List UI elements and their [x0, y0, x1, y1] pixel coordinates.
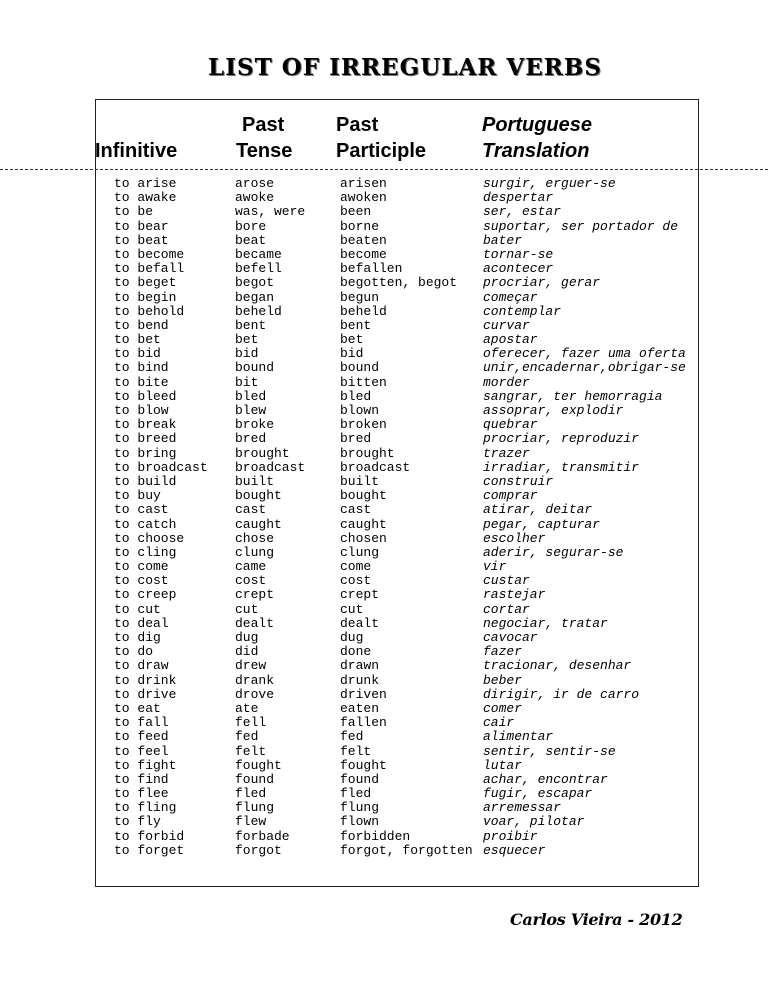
translation-cell: cavocar [483, 630, 538, 645]
past-participle-cell: come [340, 559, 372, 575]
infinitive-cell: to broadcast [114, 459, 208, 475]
signature: Carlos Vieira - 2012 [510, 910, 683, 929]
past-participle-cell: begun [340, 289, 380, 305]
past-tense-cell: fell [235, 715, 267, 731]
translation-cell: beber [483, 672, 523, 688]
infinitive-cell: to cut [114, 601, 161, 617]
translation-cell: arremessar [483, 800, 562, 816]
translation-cell: custar [483, 573, 530, 589]
table-row [0, 560, 768, 574]
translation-cell: proibir [483, 828, 538, 844]
past-tense-cell: beat [235, 232, 267, 248]
infinitive-cell: to fall [114, 715, 169, 731]
past-tense-cell: flung [235, 800, 275, 816]
header-divider [0, 169, 768, 170]
infinitive-cell: to deal [114, 615, 169, 631]
table-row [0, 588, 768, 602]
past-participle-cell: done [340, 644, 372, 660]
past-participle-cell: fled [340, 786, 372, 802]
table-row [0, 645, 768, 659]
infinitive-cell: to come [114, 559, 169, 575]
infinitive-cell: to choose [114, 530, 185, 546]
table-row [0, 716, 768, 730]
past-participle-cell: forgot, forgotten [340, 842, 473, 858]
infinitive-cell: to bleed [114, 388, 177, 404]
infinitive-cell: to fling [114, 800, 177, 816]
translation-cell: morder [483, 374, 530, 390]
translation-cell: ser, estar [483, 204, 562, 220]
translation-cell: cair [483, 715, 515, 731]
past-participle-cell: forbidden [340, 828, 411, 844]
past-participle-cell: brought [340, 445, 395, 461]
translation-cell: esquecer [483, 842, 546, 858]
translation-cell: dirigir, ir de carro [483, 686, 640, 702]
past-participle-cell: cast [340, 502, 372, 518]
table-row [0, 191, 768, 205]
past-participle-cell: bought [340, 488, 387, 504]
translation-cell: negociar, tratar [483, 615, 608, 631]
table-row [0, 730, 768, 744]
infinitive-cell: to creep [114, 587, 177, 603]
table-row [0, 489, 768, 503]
past-tense-cell: did [235, 644, 259, 660]
past-tense-cell: bled [235, 388, 267, 404]
translation-cell: trazer [483, 445, 530, 461]
past-tense-cell: broke [235, 417, 275, 433]
table-row [0, 759, 768, 773]
past-tense-cell: caught [235, 516, 282, 532]
past-participle-cell: dug [340, 630, 364, 645]
table-row [0, 276, 768, 290]
infinitive-cell: to break [114, 417, 177, 433]
past-tense-cell: beheld [235, 303, 282, 319]
translation-cell: assoprar, explodir [483, 403, 624, 418]
translation-cell: voar, pilotar [483, 814, 585, 830]
table-row [0, 574, 768, 588]
infinitive-cell: to find [114, 771, 169, 787]
table-row [0, 432, 768, 446]
infinitive-cell: to do [114, 644, 154, 660]
table-row [0, 688, 768, 702]
past-participle-cell: been [340, 204, 372, 220]
past-participle-cell: bled [340, 388, 372, 404]
table-row [0, 787, 768, 801]
table-row [0, 659, 768, 673]
past-tense-cell: found [235, 771, 275, 787]
translation-cell: cortar [483, 601, 530, 617]
header-past-participle-line2: Participle [336, 140, 427, 162]
infinitive-cell: to fight [114, 757, 177, 773]
page-title: LIST OF IRREGULAR VERBS [208, 54, 602, 81]
past-participle-cell: become [340, 246, 387, 262]
infinitive-cell: to fly [114, 814, 161, 830]
past-tense-cell: bore [235, 218, 267, 234]
table-row [0, 830, 768, 844]
past-tense-cell: awoke [235, 190, 275, 206]
translation-cell: sentir, sentir-se [483, 743, 616, 759]
table-row [0, 815, 768, 829]
infinitive-cell: to bind [114, 360, 169, 376]
past-tense-cell: ate [235, 700, 259, 716]
translation-cell: alimentar [483, 729, 554, 745]
past-participle-cell: flung [340, 800, 380, 816]
table-row [0, 205, 768, 219]
past-tense-cell: cut [235, 601, 259, 617]
past-tense-cell: fought [235, 757, 282, 773]
past-participle-cell: bound [340, 360, 380, 376]
translation-cell: vir [483, 559, 507, 575]
infinitive-cell: to blow [114, 403, 169, 418]
translation-cell: contemplar [483, 303, 562, 319]
table-row [0, 518, 768, 532]
table-row [0, 347, 768, 361]
table-row [0, 617, 768, 631]
table-row [0, 291, 768, 305]
infinitive-cell: to behold [114, 303, 185, 319]
translation-cell: começar [483, 289, 538, 305]
translation-cell: atirar, deitar [483, 502, 593, 518]
header-translation-line2: Translation [482, 140, 590, 162]
past-tense-cell: brought [235, 445, 290, 461]
translation-cell: fugir, escapar [483, 786, 593, 802]
table-row [0, 844, 768, 858]
past-tense-cell: blew [235, 403, 267, 418]
past-participle-cell: chosen [340, 530, 387, 546]
past-participle-cell: felt [340, 743, 372, 759]
past-participle-cell: befallen [340, 261, 403, 277]
past-tense-cell: became [235, 246, 282, 262]
table-row [0, 361, 768, 375]
past-participle-cell: found [340, 771, 380, 787]
table-row [0, 461, 768, 475]
header-translation [482, 112, 592, 164]
table-row [0, 631, 768, 645]
table-row [0, 390, 768, 404]
infinitive-cell: to arise [114, 176, 177, 191]
past-participle-cell: drunk [340, 672, 380, 688]
translation-cell: fazer [483, 644, 523, 660]
translation-cell: suportar, ser portador de [483, 218, 679, 234]
past-tense-cell: came [235, 559, 267, 575]
header-past-participle [336, 112, 426, 164]
past-tense-cell: broadcast [235, 459, 306, 475]
table-row [0, 220, 768, 234]
header-infinitive [95, 112, 177, 164]
past-participle-cell: broken [340, 417, 387, 433]
translation-cell: irradiar, transmitir [483, 459, 640, 475]
translation-cell: unir,encadernar,obrigar-se [483, 360, 686, 376]
infinitive-cell: to bring [114, 445, 177, 461]
infinitive-cell: to forbid [114, 828, 185, 844]
translation-cell: apostar [483, 332, 538, 348]
past-participle-cell: dealt [340, 615, 380, 631]
past-participle-cell: cut [340, 601, 364, 617]
past-tense-cell: crept [235, 587, 275, 603]
table-row [0, 262, 768, 276]
past-participle-cell: crept [340, 587, 380, 603]
translation-cell: surgir, erguer-se [483, 176, 616, 191]
infinitive-cell: to beat [114, 232, 169, 248]
translation-cell: procriar, gerar [483, 275, 601, 291]
past-participle-cell: fought [340, 757, 387, 773]
past-participle-cell: broadcast [340, 459, 411, 475]
past-tense-cell: bit [235, 374, 259, 390]
past-participle-cell: driven [340, 686, 387, 702]
header-past-participle-line1: Past [336, 114, 379, 136]
past-tense-cell: begot [235, 275, 275, 291]
infinitive-cell: to breed [114, 431, 177, 447]
translation-cell: despertar [483, 190, 554, 206]
table-row [0, 234, 768, 248]
past-participle-cell: fallen [340, 715, 387, 731]
translation-cell: oferecer, fazer uma oferta [483, 346, 686, 362]
translation-cell: curvar [483, 317, 530, 333]
past-tense-cell: fled [235, 786, 267, 802]
table-row [0, 603, 768, 617]
past-tense-cell: built [235, 473, 275, 489]
table-row [0, 546, 768, 560]
past-participle-cell: beaten [340, 232, 387, 248]
past-participle-cell: begotten, begot [340, 275, 458, 291]
infinitive-cell: to beget [114, 275, 177, 291]
past-participle-cell: bid [340, 346, 364, 362]
past-tense-cell: bet [235, 332, 259, 348]
past-tense-cell: cost [235, 573, 267, 589]
translation-cell: aderir, segurar-se [483, 544, 624, 560]
past-tense-cell: felt [235, 743, 267, 759]
past-participle-cell: bitten [340, 374, 387, 390]
past-tense-cell: dug [235, 630, 259, 645]
past-tense-cell: dealt [235, 615, 275, 631]
past-participle-cell: built [340, 473, 380, 489]
infinitive-cell: to drink [114, 672, 177, 688]
translation-cell: lutar [483, 757, 523, 773]
header-past-tense [236, 112, 292, 164]
infinitive-cell: to bet [114, 332, 161, 348]
infinitive-cell: to eat [114, 700, 161, 716]
past-participle-cell: beheld [340, 303, 387, 319]
past-participle-cell: awoken [340, 190, 387, 206]
past-tense-cell: was, were [235, 204, 306, 220]
infinitive-cell: to buy [114, 488, 161, 504]
translation-cell: tracionar, desenhar [483, 658, 632, 674]
infinitive-cell: to cost [114, 573, 169, 589]
table-row [0, 177, 768, 191]
table-row [0, 532, 768, 546]
infinitive-cell: to forget [114, 842, 185, 858]
table-row [0, 773, 768, 787]
infinitive-cell: to catch [114, 516, 177, 532]
translation-cell: comprar [483, 488, 538, 504]
infinitive-cell: to bend [114, 317, 169, 333]
table-row [0, 447, 768, 461]
past-participle-cell: caught [340, 516, 387, 532]
past-tense-cell: drove [235, 686, 275, 702]
past-tense-cell: flew [235, 814, 267, 830]
translation-cell: sangrar, ter hemorragia [483, 388, 663, 404]
past-tense-cell: bought [235, 488, 282, 504]
past-tense-cell: bound [235, 360, 275, 376]
translation-cell: comer [483, 700, 523, 716]
infinitive-cell: to feed [114, 729, 169, 745]
past-participle-cell: flown [340, 814, 380, 830]
past-tense-cell: bred [235, 431, 267, 447]
past-participle-cell: blown [340, 403, 380, 418]
translation-cell: pegar, capturar [483, 516, 601, 532]
past-tense-cell: drew [235, 658, 267, 674]
table-row [0, 319, 768, 333]
past-tense-cell: began [235, 289, 275, 305]
table-row [0, 404, 768, 418]
table-row [0, 305, 768, 319]
past-participle-cell: clung [340, 544, 380, 560]
past-tense-cell: cast [235, 502, 267, 518]
past-tense-cell: forgot [235, 842, 282, 858]
infinitive-cell: to drive [114, 686, 177, 702]
past-participle-cell: eaten [340, 700, 380, 716]
past-participle-cell: cost [340, 573, 372, 589]
infinitive-cell: to be [114, 204, 154, 220]
table-row [0, 333, 768, 347]
header-past-tense-line2: Tense [236, 140, 293, 162]
table-row [0, 745, 768, 759]
infinitive-cell: to flee [114, 786, 169, 802]
past-tense-cell: arose [235, 176, 275, 191]
infinitive-cell: to bite [114, 374, 169, 390]
past-participle-cell: fed [340, 729, 364, 745]
infinitive-cell: to draw [114, 658, 169, 674]
past-tense-cell: bent [235, 317, 267, 333]
past-participle-cell: borne [340, 218, 380, 234]
infinitive-cell: to befall [114, 261, 185, 277]
translation-cell: escolher [483, 530, 546, 546]
translation-cell: rastejar [483, 587, 546, 603]
translation-cell: acontecer [483, 261, 554, 277]
infinitive-cell: to bid [114, 346, 161, 362]
past-participle-cell: drawn [340, 658, 380, 674]
header-translation-line1: Portuguese [482, 114, 593, 136]
infinitive-cell: to build [114, 473, 177, 489]
infinitive-cell: to cling [114, 544, 177, 560]
translation-cell: construir [483, 473, 554, 489]
table-row [0, 674, 768, 688]
table-row [0, 376, 768, 390]
translation-cell: tornar-se [483, 246, 554, 262]
past-tense-cell: drank [235, 672, 275, 688]
verb-table [0, 177, 768, 858]
past-tense-cell: clung [235, 544, 275, 560]
past-tense-cell: befell [235, 261, 282, 277]
infinitive-cell: to become [114, 246, 185, 262]
table-row [0, 248, 768, 262]
translation-cell: quebrar [483, 417, 538, 433]
table-row [0, 475, 768, 489]
infinitive-cell: to feel [114, 743, 169, 759]
past-participle-cell: bred [340, 431, 372, 447]
past-tense-cell: fed [235, 729, 259, 745]
header-infinitive-label: Infinitive [95, 140, 178, 162]
table-row [0, 418, 768, 432]
table-row [0, 702, 768, 716]
infinitive-cell: to cast [114, 502, 169, 518]
infinitive-cell: to begin [114, 289, 177, 305]
table-row [0, 801, 768, 815]
past-tense-cell: bid [235, 346, 259, 362]
infinitive-cell: to dig [114, 630, 161, 645]
translation-cell: bater [483, 232, 523, 248]
past-participle-cell: bent [340, 317, 372, 333]
table-row [0, 503, 768, 517]
past-participle-cell: arisen [340, 176, 387, 191]
infinitive-cell: to awake [114, 190, 177, 206]
past-tense-cell: chose [235, 530, 275, 546]
translation-cell: achar, encontrar [483, 771, 608, 787]
past-tense-cell: forbade [235, 828, 290, 844]
translation-cell: procriar, reproduzir [483, 431, 640, 447]
past-participle-cell: bet [340, 332, 364, 348]
header-past-tense-line1: Past [242, 114, 285, 136]
infinitive-cell: to bear [114, 218, 169, 234]
